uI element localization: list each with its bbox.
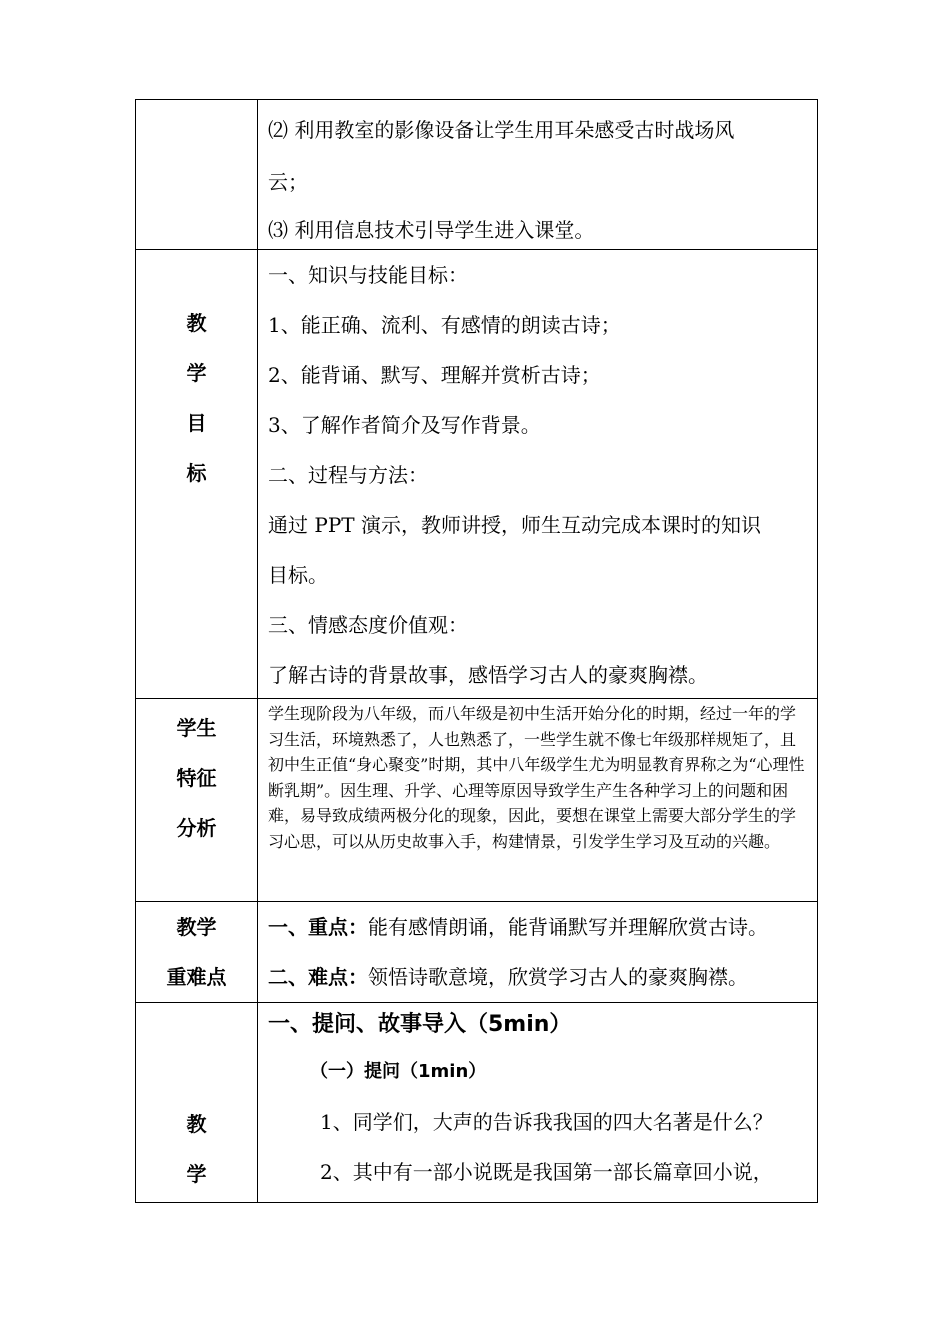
table-row-key-difficult: [136, 902, 818, 1003]
section-heading: 一、提问、故事导入（5min）: [268, 1012, 572, 1037]
subsection-heading: （一）提问（1min）: [310, 1061, 487, 1082]
question-line: 1、同学们，大声的告诉我我国的四大名著是什么？: [320, 1110, 773, 1134]
table-row-teaching-process: [136, 1003, 818, 1203]
method-line: ⑵ 利用教室的影像设备让学生用耳朵感受古时战场风: [268, 118, 735, 142]
objective-line: 三、情感态度价值观：: [268, 613, 468, 637]
lesson-plan-table: [135, 99, 818, 1203]
row-label-teaching: 教 学: [136, 1003, 258, 1203]
table-row-methods: [136, 100, 818, 250]
objective-line: 了解古诗的背景故事，感悟学习古人的豪爽胸襟。: [268, 663, 708, 687]
method-line: 云；: [268, 170, 308, 194]
table-row-objectives: [136, 250, 818, 699]
difficult-point-text: 领悟诗歌意境，欣赏学习古人的豪爽胸襟。: [368, 965, 748, 989]
key-point-line: [268, 902, 811, 952]
row-label-key-difficult: 教学 重难点: [136, 902, 258, 1003]
objectives-cell: [258, 250, 818, 699]
objective-line: 二、过程与方法：: [268, 463, 428, 487]
key-point-text: 能有感情朗诵，能背诵默写并理解欣赏古诗。: [368, 915, 768, 939]
table-row-student-analysis: [136, 699, 818, 902]
row-label-empty: [136, 100, 258, 250]
objective-line: 目标。: [268, 563, 328, 587]
difficult-point-line: [268, 952, 811, 1002]
key-difficult-cell: [258, 902, 818, 1003]
objective-line: 1、能正确、流利、有感情的朗读古诗；: [268, 313, 621, 337]
student-analysis-text: 学生现阶段为八年级，而八年级是初中生活开始分化的时期，经过一年的学习生活，环境熟悉了，人也熟悉了，一些学生就不像七年级那样规矩了，且初中生正值“身心聚变”时期，其中八年级学生尤为明显教育界称之为“心理性断乳期”。因生理、升学、心理等原因导致学生产生各种学习上的问题和困难，易导致成绩两极分化的现象，因此，要想在课堂上需要大部分学生的学习心思，可以从历史故事入手，构建情景，引发学生学习及互动的兴趣。: [268, 704, 805, 851]
objective-line: 一、知识与技能目标：: [268, 263, 468, 287]
teaching-process-cell: [258, 1003, 818, 1203]
student-analysis-cell: [258, 699, 818, 902]
difficult-point-prefix: 二、难点：: [268, 965, 368, 989]
row-label-objectives: 教 学 目 标: [136, 250, 258, 699]
row-label-student-analysis: 学生 特征 分析: [136, 699, 258, 902]
key-point-prefix: 一、重点：: [268, 915, 368, 939]
objective-line: 3、了解作者简介及写作背景。: [268, 413, 541, 437]
methods-cell: [258, 100, 818, 250]
method-line: ⑶ 利用信息技术引导学生进入课堂。: [268, 218, 595, 242]
objective-line: 2、能背诵、默写、理解并赏析古诗；: [268, 363, 601, 387]
objective-line: 通过 PPT 演示，教师讲授，师生互动完成本课时的知识: [268, 513, 761, 537]
question-line: 2、其中有一部小说既是我国第一部长篇章回小说，: [320, 1160, 773, 1184]
